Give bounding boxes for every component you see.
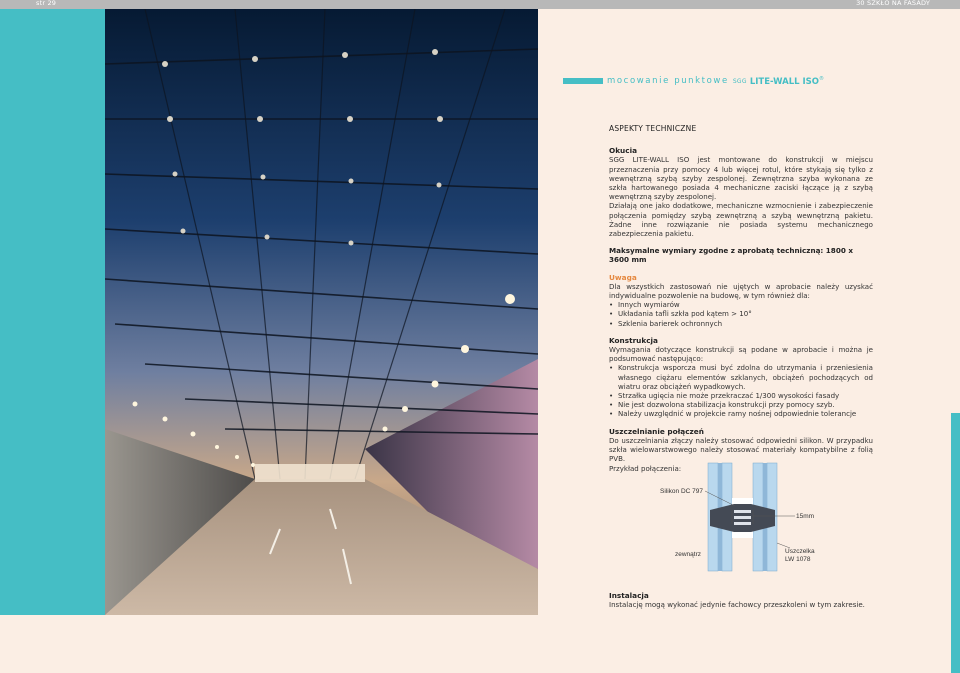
label-seal-1: Uszczelka [785, 548, 815, 555]
headline [563, 75, 824, 87]
okucia-paragraph-2: Działają one jako dodatkowe, mechaniczne wzmocnienie i zabezpieczenie połączenia pomiędzy szybą zewnętrzną a szybą wewnętrzną pakietu. Żadne inne rozwiązanie nie posiada systemu mechanicznego zabezpieczenia pakietu. [609, 201, 873, 239]
headline-accent-bar [563, 78, 603, 84]
konstrukcja-heading: Konstrukcja [609, 335, 658, 345]
okucia-heading: Okucia [609, 146, 638, 156]
konstrukcja-paragraph: Wymagania dotyczące konstrukcji są podane w aprobacie i można je podsumować następująco: [609, 345, 873, 364]
example-label: Przykład połączenia: [609, 463, 682, 473]
list-item: • Szklenia barierek ochronnych [609, 319, 873, 328]
okucia-paragraph-1: SGG LITE-WALL ISO jest montowane do konstrukcji w miejscu przeznaczenia przy pomocy 4 lub więcej rotul, które stykają się tylko z wewnętrzną szybą szyby zespolonej. Zewnętrzna szyba wykonana ze szkła hartowanego posiada 4 mechaniczne zaciski łączące ją z szybą wewnętrzną szyby zespolonej. [609, 155, 873, 202]
instalacja-section [609, 591, 879, 609]
konstrukcja-list [609, 363, 873, 418]
uwaga-heading: Uwaga [609, 272, 637, 282]
joint-diagram [650, 458, 830, 578]
right-teal-tab [951, 413, 960, 673]
headline-brand: LITE-WALL ISO® [749, 75, 825, 87]
label-gap: 15mm [796, 513, 815, 520]
left-teal-band [0, 9, 105, 615]
page-number-left: str 29 [36, 0, 57, 7]
section-title: ASPEKTY TECHNICZNE [609, 124, 697, 133]
list-item: • Konstrukcja wsporcza musi być zdolna do utrzymania i przeniesienia własnego ciężaru elementów szklanych, obciążeń pochodzących od wiatru oraz obciążeń wypadkowych. [609, 363, 873, 391]
label-silikon: Silikon DC 797 [660, 488, 703, 495]
headline-text: mocowanie punktowe [607, 76, 729, 86]
technical-aspects [609, 124, 873, 473]
uwaga-paragraph: Dla wszystkich zastosowań nie ujętych w aprobacie należy uzyskać indywidualne pozwolenie na budowę, w tym również dla: [609, 281, 873, 301]
top-bar [0, 0, 960, 9]
list-item: • Innych wymiarów [609, 300, 873, 309]
tunnel-photo [105, 9, 538, 615]
max-dimensions: Maksymalne wymiary zgodne z aprobatą techniczną: 1800 x 3600 mm [609, 246, 853, 265]
list-item: • Należy uwzględnić w projekcie ramy nośnej odpowiednie tolerancje [609, 409, 873, 418]
uszczelnianie-paragraph: Do uszczelniania złączy należy stosować odpowiedni silikon. W przypadku szkła wielowarstwowego należy stosować materiały kompatybilne z folią PVB. [609, 435, 873, 464]
instalacja-heading: Instalacja [609, 591, 649, 600]
uwaga-list [609, 300, 873, 328]
list-item: • Układania tafli szkła pod kątem > 10° [609, 309, 873, 318]
page-number-right: 30 SZKŁO NA FASADY [856, 0, 930, 7]
list-item: • Nie jest dozwolona stabilizacja konstrukcji przy pomocy szyb. [609, 400, 873, 409]
label-seal-2: LW 1078 [785, 556, 811, 563]
uszczelnianie-heading: Uszczelnianie połączeń [609, 426, 704, 436]
label-outside: zewnątrz [675, 551, 702, 558]
headline-sgg: SGG [732, 77, 747, 85]
instalacja-paragraph: Instalację mogą wykonać jedynie fachowcy przeszkoleni w tym zakresie. [609, 600, 865, 610]
list-item: • Strzałka ugięcia nie może przekraczać 1/300 wysokości fasady [609, 391, 873, 400]
